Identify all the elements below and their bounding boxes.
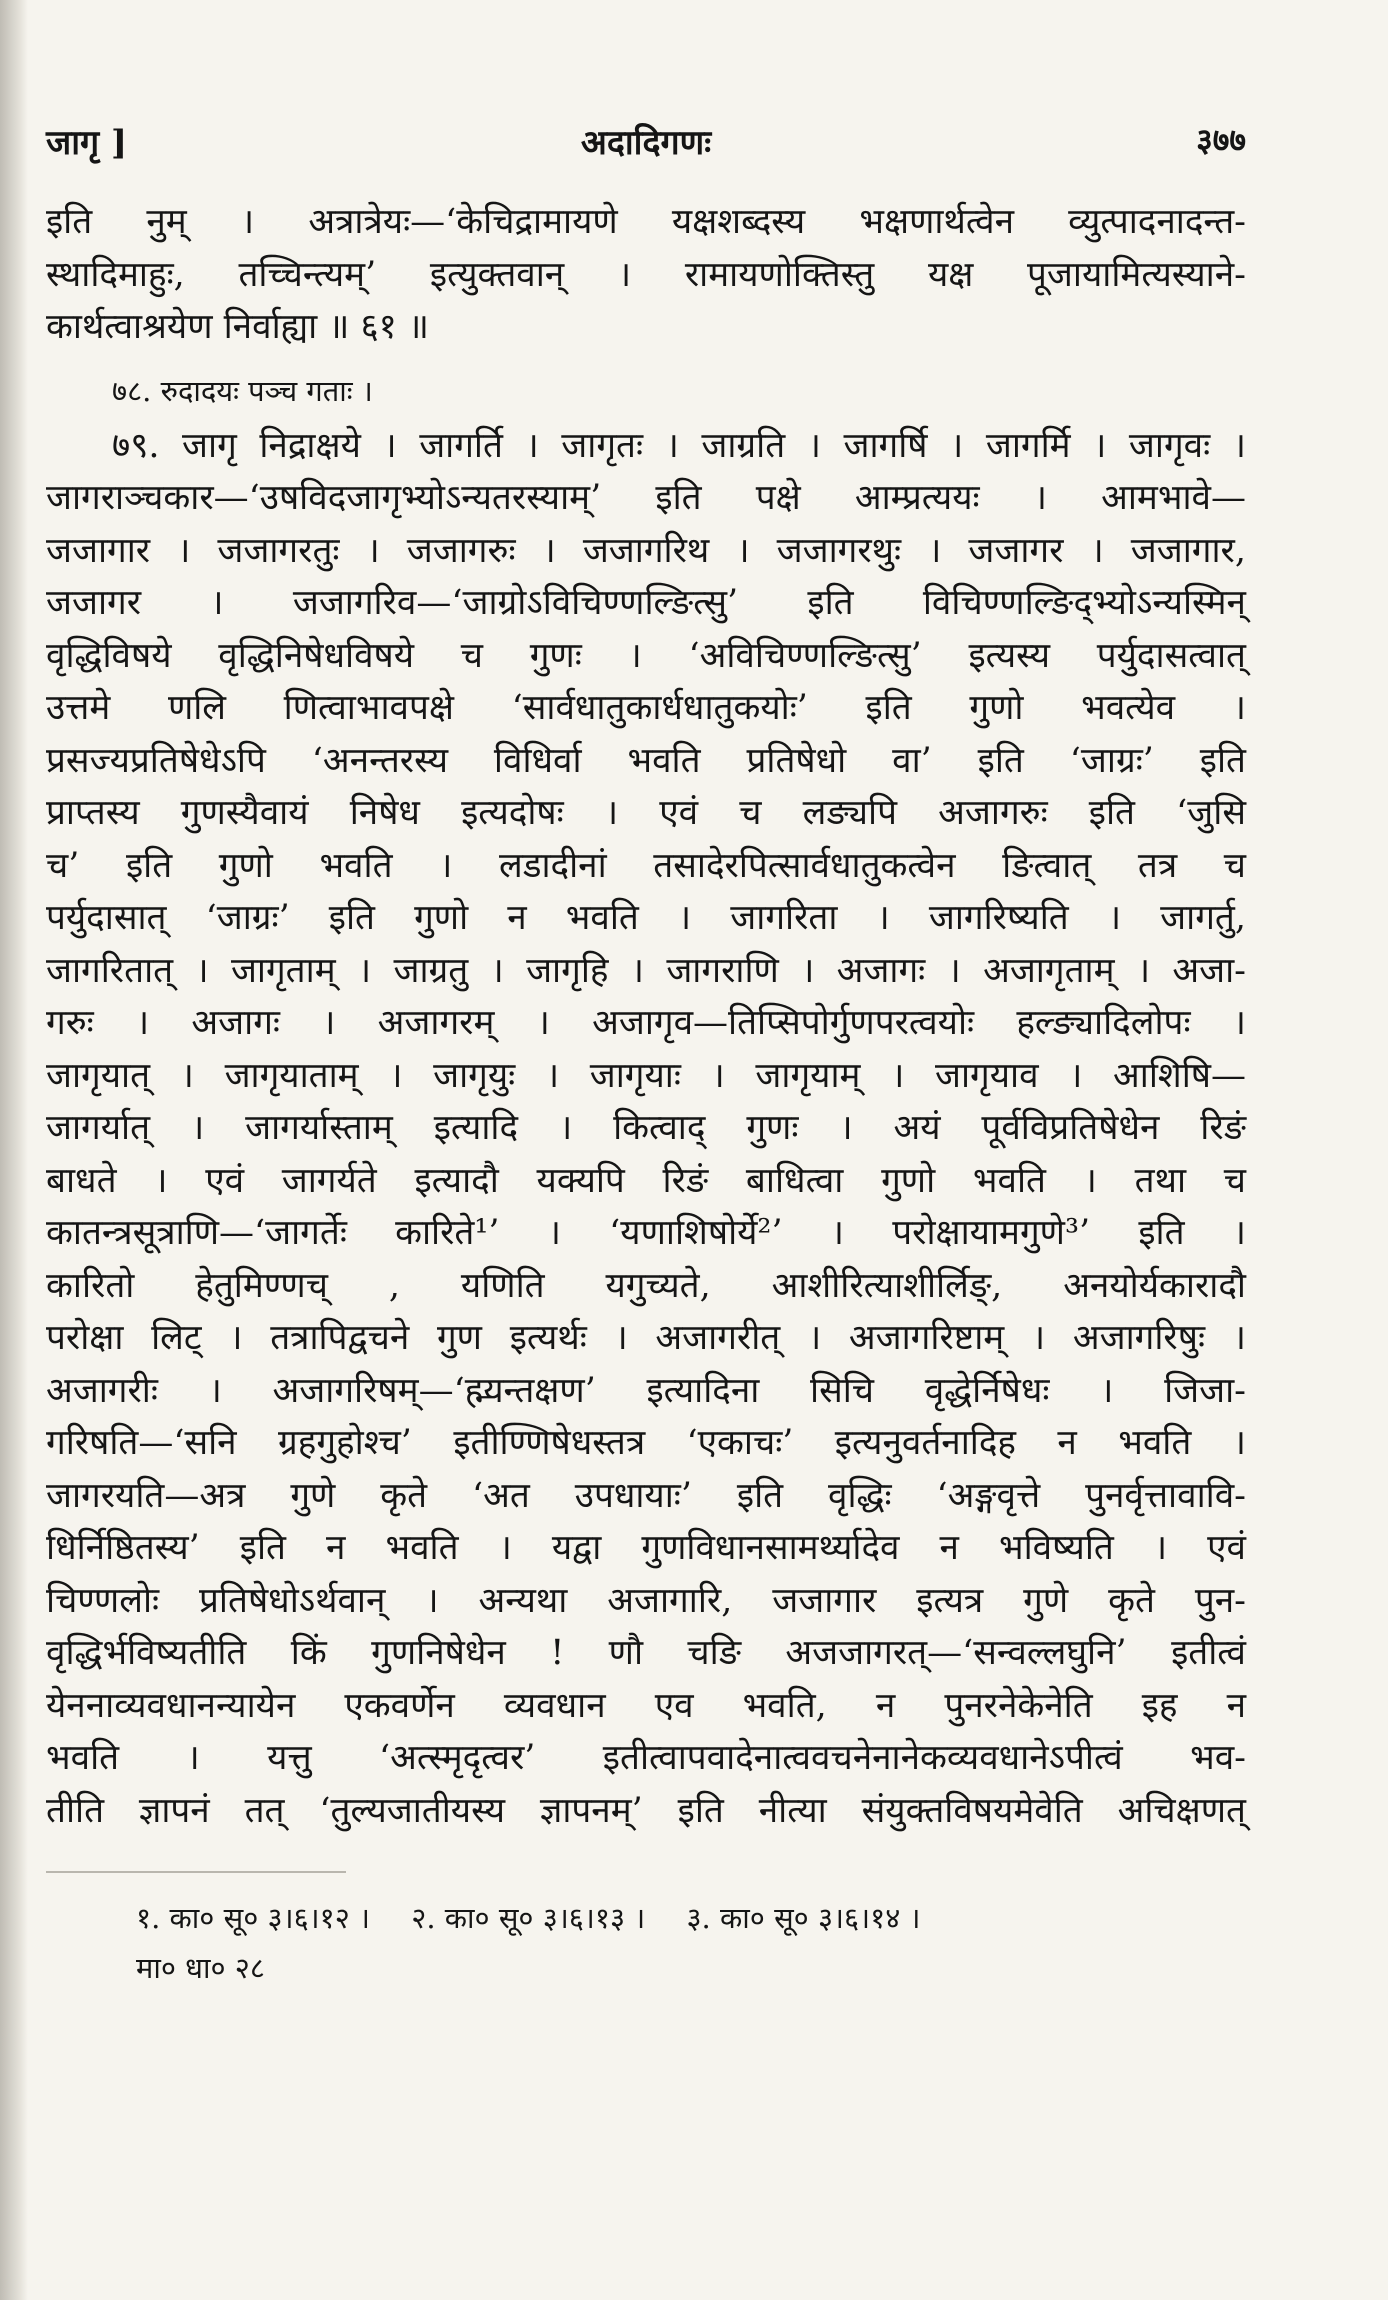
footnote-extra: मा० धा० २८ [136,1951,265,1985]
text-line: गरुः । अजागः । अजागरम् । अजागृव—तिप्सिपोर्गुणपरत्वयोः हल्ङ्यादिलोपः । [46,1003,1246,1043]
text-line: जागराञ्चकार—‘उषविदजागृभ्योऽन्यतरस्याम्’ इति पक्षे आम्प्रत्ययः । आमभावे— [46,478,1246,518]
text-line: इति नुम् । अत्रात्रेयः—‘केचिद्रामायणे यक्षशब्दस्य भक्षणार्थत्वेन व्युत्पादनादन्त- [46,202,1246,242]
running-header [46,110,1246,170]
text-line: उत्तमे णलि णित्वाभावपक्षे ‘सार्वधातुकार्धधातुकयोः’ इति गुणो भवत्येव । [46,688,1246,728]
text-line: पर्युदासात् ‘जाग्रः’ इति गुणो न भवति । जागरिता । जागरिष्यति । जागर्तु, [46,898,1246,938]
text-line: च’ इति गुणो भवति । लडादीनां तसादेरपित्सार्वधातुकत्वेन ङित्वात् तत्र च [46,845,1246,886]
text-line: वृद्धिर्भविष्यतीति किं गुणनिषेधेन ! णौ चङि अजजागरत्—‘सन्वल्लघुनि’ इतीत्वं [46,1633,1246,1673]
text-line: जागर्यात् । जागर्यास्ताम् इत्यादि । कित्वाद् गुणः । अयं पूर्वविप्रतिषेधेन रिङं [46,1108,1246,1148]
text-line: बाधते । एवं जागर्यते इत्यादौ यक्यपि रिङं बाधित्वा गुणो भवति । तथा च [46,1160,1246,1201]
text-line: जजागर । जजागरिव—‘जाग्रोऽविचिण्णल्ङित्सु’ इति विचिण्णल्ङिद्भ्योऽन्यस्मिन् [46,583,1246,623]
footnote-divider [46,1871,346,1873]
page-number: ३७७ [1196,121,1246,159]
text-line: जागरितात् । जागृताम् । जाग्रतु । जागृहि । जागराणि । अजागः । अजागृताम् । अजा- [46,950,1246,991]
footnote-2: २. का० सू० ३।६।१३ । [411,1901,646,1935]
text-line: गरिषति—‘सनि ग्रहगुहोश्च’ इतीण्णिषेधस्तत्र ‘एकाचः’ इत्यनुवर्तनादिह न भवति । [46,1423,1246,1463]
text-line: तीति ज्ञापनं तत् ‘तुल्यजातीयस्य ज्ञापनम्’ इति नीत्या संयुक्तविषयमेवेति अचिक्षणत् [46,1790,1246,1831]
text-line: परोक्षा लिट् । तत्रापिद्वचने गुण इत्यर्थः । अजागरीत् । अजागरिष्टाम् । अजागरिषुः । [46,1318,1246,1358]
text-line: कार्थत्वाश्रयेण निर्वाह्या ॥ ६१ ॥ [46,307,429,347]
footnote-1: १. का० सू० ३।६।१२ । [136,1901,371,1935]
text-line: कारितो हेतुमिण्णच् , यणिति यगुच्यते, आशीरित्याशीर्लिङ्, अनयोर्यकारादौ [46,1265,1246,1306]
footnote-3: ३. का० सू० ३।६।१४ । [686,1901,921,1935]
text-line: जजागार । जजागरतुः । जजागरुः । जजागरिथ । जजागरथुः । जजागर । जजागार, [46,530,1246,571]
header-left: जागृ ] [46,123,128,163]
header-title: अदादिगणः [580,123,712,163]
text-line: जागरयति—अत्र गुणे कृते ‘अत उपधायाः’ इति वृद्धिः ‘अङ्गवृत्ते पुनर्वृत्तावावि- [46,1475,1246,1516]
text-line: धिर्निष्ठितस्य’ इति न भवति । यद्वा गुणविधानसामर्थ्यादेव न भविष्यति । एवं [46,1528,1246,1568]
text-line: प्रसज्यप्रतिषेधेऽपि ‘अनन्तरस्य विधिर्वा भवति प्रतिषेधो वा’ इति ‘जाग्रः’ इति [46,740,1246,781]
text-line: वृद्धिविषये वृद्धिनिषेधविषये च गुणः । ‘अविचिण्णल्ङित्सु’ इत्यस्य पर्युदासत्वात् [46,635,1246,676]
paragraph-2 [46,420,1246,1838]
text-line: चिण्णलोः प्रतिषेधोऽर्थवान् । अन्यथा अजागारि, जजागार इत्यत्र गुणे कृते पुन- [46,1580,1246,1621]
book-page [46,110,1246,1993]
text-line: कातन्त्रसूत्राणि—‘जागर्तेः कारिते¹’ । ‘यणाशिषोर्ये²’ । परोक्षायामगुणे³’ इति । [46,1213,1246,1253]
footnotes [46,1893,1246,1993]
paragraph-1 [46,196,1246,354]
text-line: प्राप्तस्य गुणस्यैवायं निषेध इत्यदोषः । एवं च लङ्यपि अजागरुः इति ‘जुसि [46,793,1246,833]
section-heading-78: ७८. रुदादयः पञ्च गताः । [112,373,373,408]
page-edge-shadow [0,0,28,2300]
text-line: जागृयात् । जागृयाताम् । जागृयुः । जागृयाः । जागृयाम् । जागृयाव । आशिषि— [46,1055,1246,1096]
text-line: अजागरीः । अजागरिषम्—‘ह्म्यन्तक्षण’ इत्यादिना सिचि वृद्धेर्निषेधः । जिजा- [46,1370,1246,1411]
footnote-line [136,1893,1246,1943]
text-line: येननाव्यवधानन्यायेन एकवर्णेन व्यवधान एव भवति, न पुनरनेकेनेति इह न [46,1685,1246,1726]
text-line: स्थादिमाहुः, तच्चिन्त्यम्’ इत्युक्तवान् । रामायणोक्तिस्तु यक्ष पूजायामित्यस्याने- [46,254,1246,295]
text-line: ७९. जागृ निद्राक्षये । जागर्ति । जागृतः । जाग्रति । जागर्षि । जागर्मि । जागृवः । [112,425,1246,466]
text-line: भवति । यत्तु ‘अत्स्मृदृत्वर’ इतीत्वापवादेनात्ववचनेनानेकव्यवधानेऽपीत्वं भव- [46,1738,1246,1778]
